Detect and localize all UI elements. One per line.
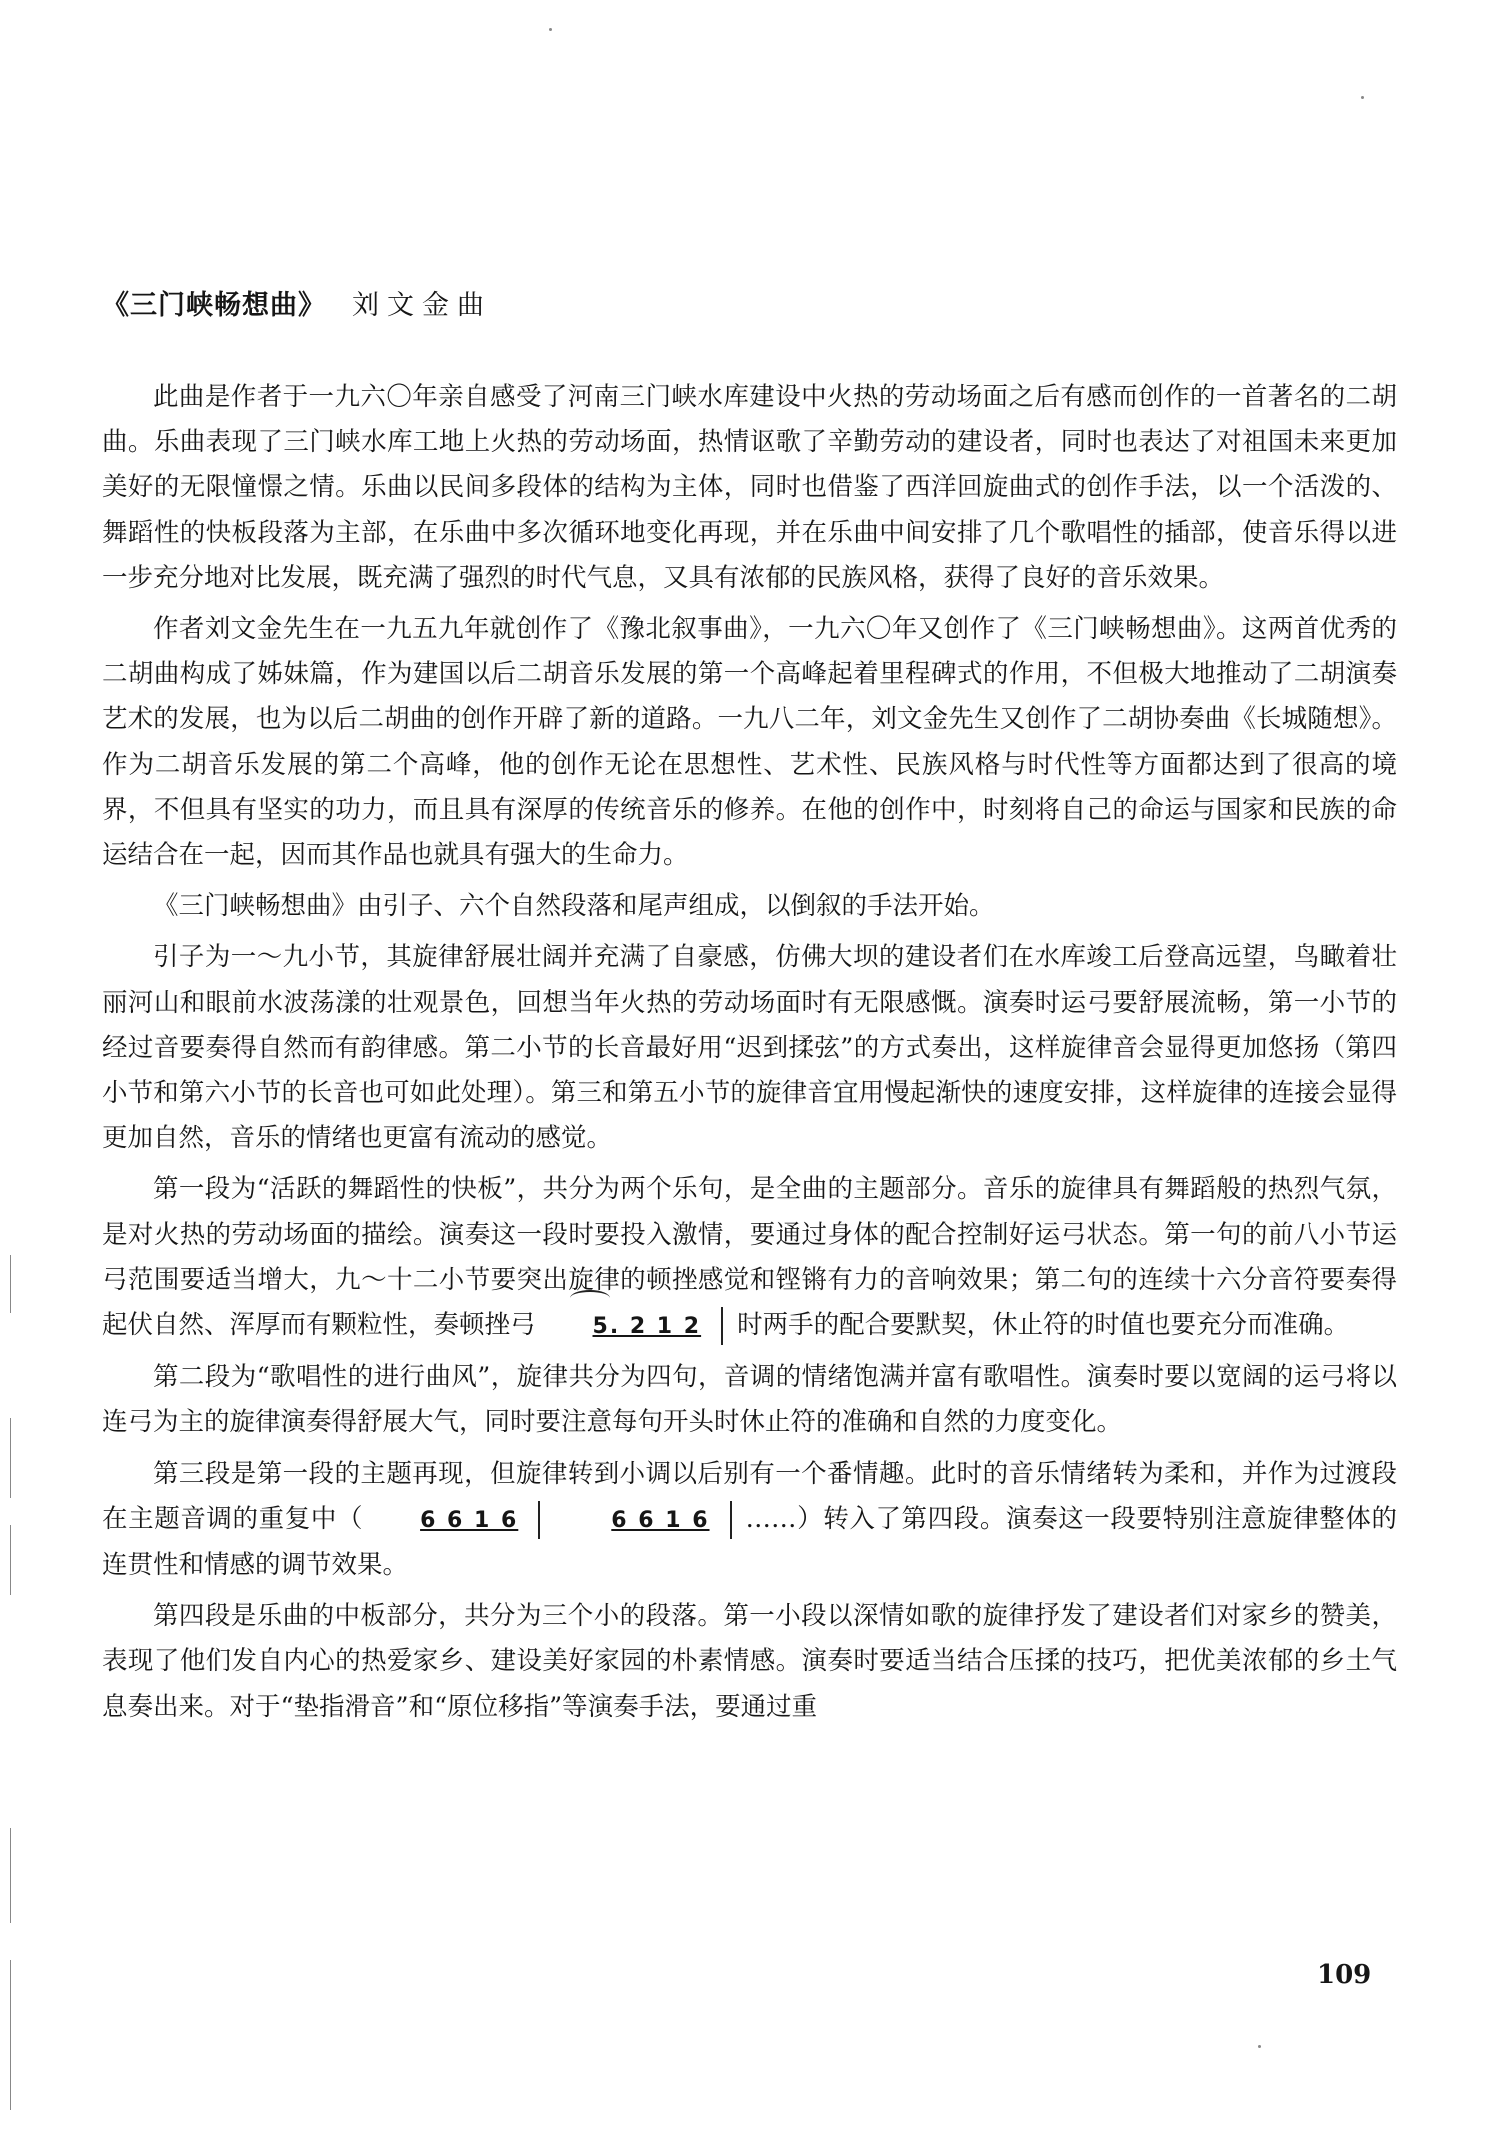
- page-number: 109: [1317, 1960, 1372, 1990]
- paragraph-with-notation: [102, 1167, 1397, 1349]
- scan-margin-mark: [10, 1525, 11, 1595]
- scan-speck: [549, 28, 552, 31]
- paragraph-text: 第三段是第一段的主题再现，但旋律转到小调以后别有一个番情趣。此时的音乐情绪转为柔和，并作为过渡段在主题音调的重复中（: [102, 1458, 1397, 1534]
- scan-margin-mark: [10, 1418, 11, 1498]
- scan-margin-mark: [10, 1255, 11, 1313]
- paragraph-with-notation: [102, 1452, 1397, 1589]
- paragraph-text: ……）转入了第四段。演奏这一段要特别注意旋律整体的连贯性和情感的调节效果。: [102, 1503, 1397, 1581]
- scan-speck: [1361, 96, 1364, 99]
- paragraph: 第四段是乐曲的中板部分，共分为三个小的段落。第一小段以深情如歌的旋律抒发了建设者们对家乡的赞美，表现了他们发自内心的热爱家乡、建设美好家园的朴素情感。演奏时要适当结合压揉的技巧，把优美浓郁的乡土气息奏出来。对于“垫指滑音”和“原位移指”等演奏手法，要通过重: [102, 1601, 1397, 1722]
- jianpu-notation: 5. 2 1 2: [542, 1304, 702, 1349]
- paragraph: 《三门峡畅想曲》由引子、六个自然段落和尾声组成，以倒叙的手法开始。: [153, 891, 995, 922]
- paragraph-text: 时两手的配合要默契，休止符的时值也要充分而准确。: [737, 1310, 1350, 1341]
- scan-margin-mark: [10, 1960, 11, 2110]
- paragraph: 作者刘文金先生在一九五九年就创作了《豫北叙事曲》，一九六〇年又创作了《三门峡畅想曲》。这两首优秀的二胡曲构成了姊妹篇，作为建国以后二胡音乐发展的第一个高峰起着里程碑式的作用，不但极大地推动了二胡演奏艺术的发展，也为以后二胡曲的创作开辟了新的道路。一九八二年，刘文金先生又创作了二胡协奏曲《长城随想》。作为二胡音乐发展的第二个高峰，他的创作无论在思想性、艺术性、民族风格与时代性等方面都达到了很高的境界，不但具有坚实的功力，而且具有深厚的传统音乐的修养。在他的创作中，时刻将自己的命运与国家和民族的命运结合在一起，因而其作品也就具有强大的生命力。: [102, 614, 1397, 871]
- paragraph-text: 第一段为“活跃的舞蹈性的快板”，共分为两个乐句，是全曲的主题部分。音乐的旋律具有舞蹈般的热烈气氛，是对火热的劳动场面的描绘。演奏这一段时要投入激情，要通过身体的配合控制好运弓状态。第一句的前八小节运弓范围要适当增大，九～十二小节要突出旋律的顿挫感觉和铿锵有力的音响效果；第二句的连续十六分音符要奏得起伏自然、浑厚而有颗粒性，奏顿挫弓: [102, 1174, 1397, 1341]
- slur-mark: [570, 1290, 610, 1306]
- bar-line: [721, 1307, 723, 1345]
- paragraph: 引子为一～九小节，其旋律舒展壮阔并充满了自豪感，仿佛大坝的建设者们在水库竣工后登高远望，鸟瞰着壮丽河山和眼前水波荡漾的壮观景色，回想当年火热的劳动场面时有无限感慨。演奏时运弓要舒展流畅，第一小节的经过音要奏得自然而有韵律感。第二小节的长音最好用“迟到揉弦”的方式奏出，这样旋律音会显得更加悠扬（第四小节和第六小节的长音也可如此处理）。第三和第五小节的旋律音宜用慢起渐快的速度安排，这样旋律的连接会显得更加自然，音乐的情绪也更富有流动的感觉。: [102, 942, 1397, 1154]
- paragraph: 第二段为“歌唱性的进行曲风”，旋律共分为四句，音调的情绪饱满并富有歌唱性。演奏时要以宽阔的运弓将以连弓为主的旋律演奏得舒展大气，同时要注意每句开头时休止符的准确和自然的力度变化。: [102, 1362, 1397, 1438]
- scan-margin-mark: [10, 1828, 11, 1923]
- jianpu-notation: 6 6 1 6: [420, 1507, 519, 1533]
- jianpu-notation: 6 6 1 6: [611, 1507, 710, 1533]
- section-title: [102, 283, 492, 322]
- scan-speck: [1258, 2045, 1261, 2048]
- composer-credit: 刘文金曲: [352, 290, 492, 321]
- bar-line: [730, 1501, 732, 1539]
- piece-title: 《三门峡畅想曲》: [102, 290, 326, 321]
- paragraph: 此曲是作者于一九六〇年亲自感受了河南三门峡水库建设中火热的劳动场面之后有感而创作的一首著名的二胡曲。乐曲表现了三门峡水库工地上火热的劳动场面，热情讴歌了辛勤劳动的建设者，同时也表达了对祖国未来更加美好的无限憧憬之情。乐曲以民间多段体的结构为主体，同时也借鉴了西洋回旋曲式的创作手法，以一个活泼的、舞蹈性的快板段落为主部，在乐曲中多次循环地变化再现，并在乐曲中间安排了几个歌唱性的插部，使音乐得以进一步充分地对比发展，既充满了强烈的时代气息，又具有浓郁的民族风格，获得了良好的音乐效果。: [102, 382, 1397, 593]
- bar-line: [538, 1501, 540, 1539]
- body-text: [102, 375, 1397, 1736]
